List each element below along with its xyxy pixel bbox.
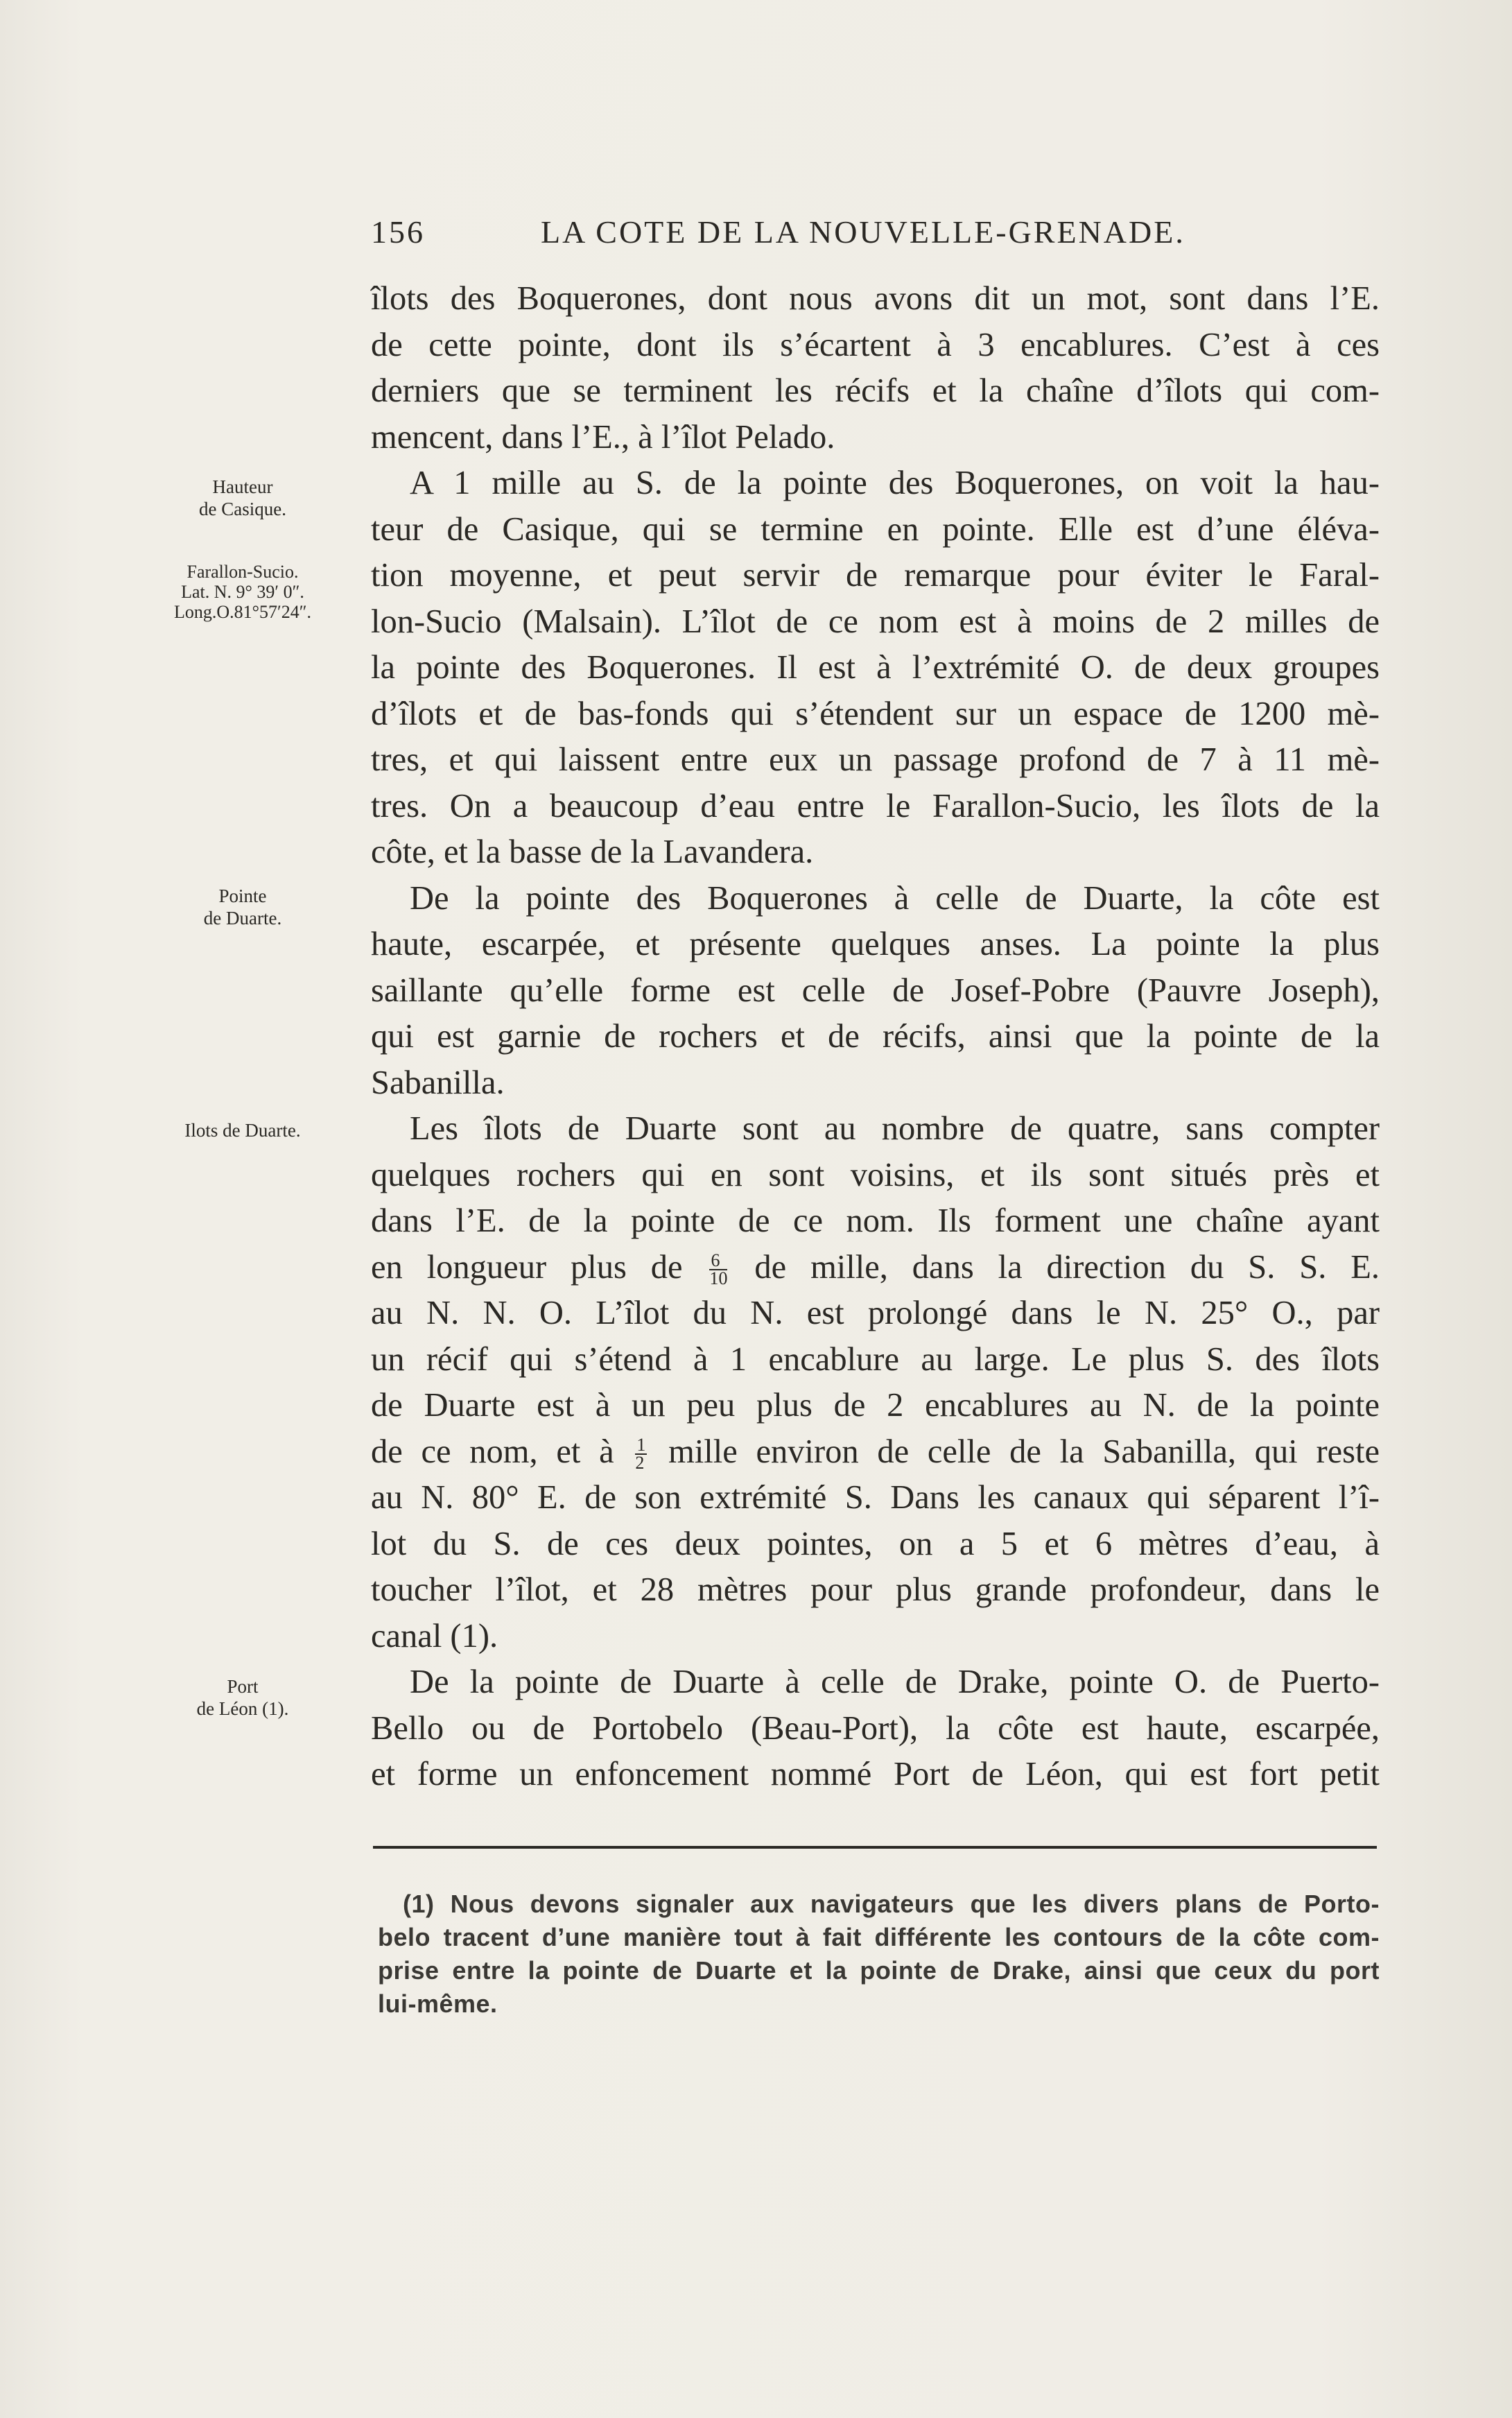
text-line: toucher l’îlot, et 28 mètres pour plus grande profondeur, dans le bbox=[371, 1571, 1380, 1608]
text-line: Les îlots de Duarte sont au nombre de quatre, sans compter bbox=[410, 1110, 1380, 1147]
margin-note-farallon: Farallon-Sucio. Lat. N. 9° 39′ 0″. Long.O.81°57′24″. bbox=[173, 562, 312, 622]
footnote bbox=[378, 1888, 1380, 2021]
text-line: d’îlots et de bas-fonds qui s’étendent sur un espace de 1200 mè- bbox=[371, 695, 1380, 732]
text-line: A 1 mille au S. de la pointe des Boquerones, on voit la hau- bbox=[410, 465, 1380, 501]
fraction: $\frac{6}{10}$ bbox=[709, 1250, 728, 1289]
text-line: quelques rochers qui en sont voisins, et ils sont situés près et bbox=[371, 1156, 1380, 1193]
text-line: saillante qu’elle forme est celle de Josef-Pobre (Pauvre Joseph), bbox=[371, 971, 1380, 1009]
text-line: au N. 80° E. de son extrémité S. Dans les canaux qui séparent l’î- bbox=[371, 1479, 1380, 1516]
text-line: de Duarte est à un peu plus de 2 encablures au N. de la pointe bbox=[371, 1387, 1380, 1424]
text-line: îlots des Boquerones, dont nous avons dit un mot, sont dans l’E. bbox=[371, 280, 1380, 317]
text-line: haute, escarpée, et présente quelques anses. La pointe la plus bbox=[371, 926, 1380, 962]
body-text bbox=[371, 276, 1380, 1798]
text-line: teur de Casique, qui se termine en pointe. Elle est d’une éléva- bbox=[371, 510, 1380, 548]
text-line: dans l’E. de la pointe de ce nom. Ils forment une chaîne ayant bbox=[371, 1202, 1380, 1239]
footnote-line: prise entre la pointe de Duarte et la pointe de Drake, ainsi que ceux du port bbox=[378, 1956, 1380, 1985]
text-line: la pointe des Boquerones. Il est à l’extrémité O. de deux groupes bbox=[371, 649, 1380, 686]
text-line: Bello ou de Portobelo (Beau-Port), la côte est haute, escarpée, bbox=[371, 1709, 1380, 1747]
text-line: lot du S. de ces deux pointes, on a 5 et 6 mètres d’eau, à bbox=[371, 1525, 1380, 1562]
footnote-line: lui-même. bbox=[378, 1989, 498, 2018]
text-line: De la pointe de Duarte à celle de Drake, pointe O. de Puerto- bbox=[410, 1664, 1380, 1700]
paragraph bbox=[371, 1106, 1380, 1659]
text-line: De la pointe des Boquerones à celle de Duarte, la côte est bbox=[410, 879, 1380, 917]
margin-note-pointe-duarte: Pointe de Duarte. bbox=[203, 886, 282, 929]
text-line: et forme un enfoncement nommé Port de Léon, qui est fort petit bbox=[371, 1756, 1380, 1793]
text-line: canal (1). bbox=[371, 1617, 498, 1655]
margin-note-ilots-duarte: Ilots de Duarte. bbox=[184, 1120, 301, 1141]
page-header bbox=[371, 214, 1383, 255]
paragraph bbox=[371, 1659, 1380, 1798]
text-line: lon-Sucio (Malsain). L’îlot de ce nom est à moins de 2 milles de bbox=[371, 603, 1380, 640]
text-line: de cette pointe, dont ils s’écartent à 3 encablures. C’est à ces bbox=[371, 326, 1380, 363]
text-line: tres, et qui laissent entre eux un passage profond de 7 à 11 mè- bbox=[371, 741, 1380, 778]
fraction: $\frac{1}{2}$ bbox=[635, 1435, 646, 1474]
footnote-rule bbox=[373, 1846, 1377, 1849]
footnote-line: (1) Nous devons signaler aux navigateurs que les divers plans de Porto- bbox=[403, 1890, 1380, 1918]
text-line: en longueur plus de $\frac{6}{10}$ de mille, dans la direction du S. S. E. bbox=[371, 1248, 1380, 1289]
text-line: tres. On a beaucoup d’eau entre le Farallon-Sucio, les îlots de la bbox=[371, 787, 1380, 824]
paragraph bbox=[371, 876, 1380, 1107]
text-line: au N. N. O. L’îlot du N. est prolongé dans le N. 25° O., par bbox=[371, 1295, 1380, 1331]
text-line: derniers que se terminent les récifs et la chaîne d’îlots qui com- bbox=[371, 372, 1380, 409]
page-number: 156 bbox=[371, 214, 425, 250]
text-line: Sabanilla. bbox=[371, 1064, 505, 1101]
text-line: un récif qui s’étend à 1 encablure au large. Le plus S. des îlots bbox=[371, 1340, 1380, 1378]
text-line: qui est garnie de rochers et de récifs, ainsi que la pointe de la bbox=[371, 1018, 1380, 1055]
running-title: LA COTE DE LA NOUVELLE-GRENADE. bbox=[541, 214, 1185, 250]
margin-note-port-leon: Port de Léon (1). bbox=[196, 1676, 289, 1719]
text-line: côte, et la basse de la Lavandera. bbox=[371, 834, 814, 870]
paragraph bbox=[371, 460, 1380, 876]
paragraph bbox=[371, 276, 1380, 460]
footnote-line: belo tracent d’une manière tout à fait différente les contours de la côte com- bbox=[378, 1923, 1380, 1951]
text-line: mencent, dans l’E., à l’îlot Pelado. bbox=[371, 418, 835, 456]
margin-note-hauteur: Hauteur de Casique. bbox=[199, 476, 286, 519]
text-line: tion moyenne, et peut servir de remarque pour éviter le Faral- bbox=[371, 557, 1380, 594]
text-line: de ce nom, et à $\frac{1}{2}$ mille environ de celle de la Sabanilla, qui reste bbox=[371, 1433, 1380, 1474]
